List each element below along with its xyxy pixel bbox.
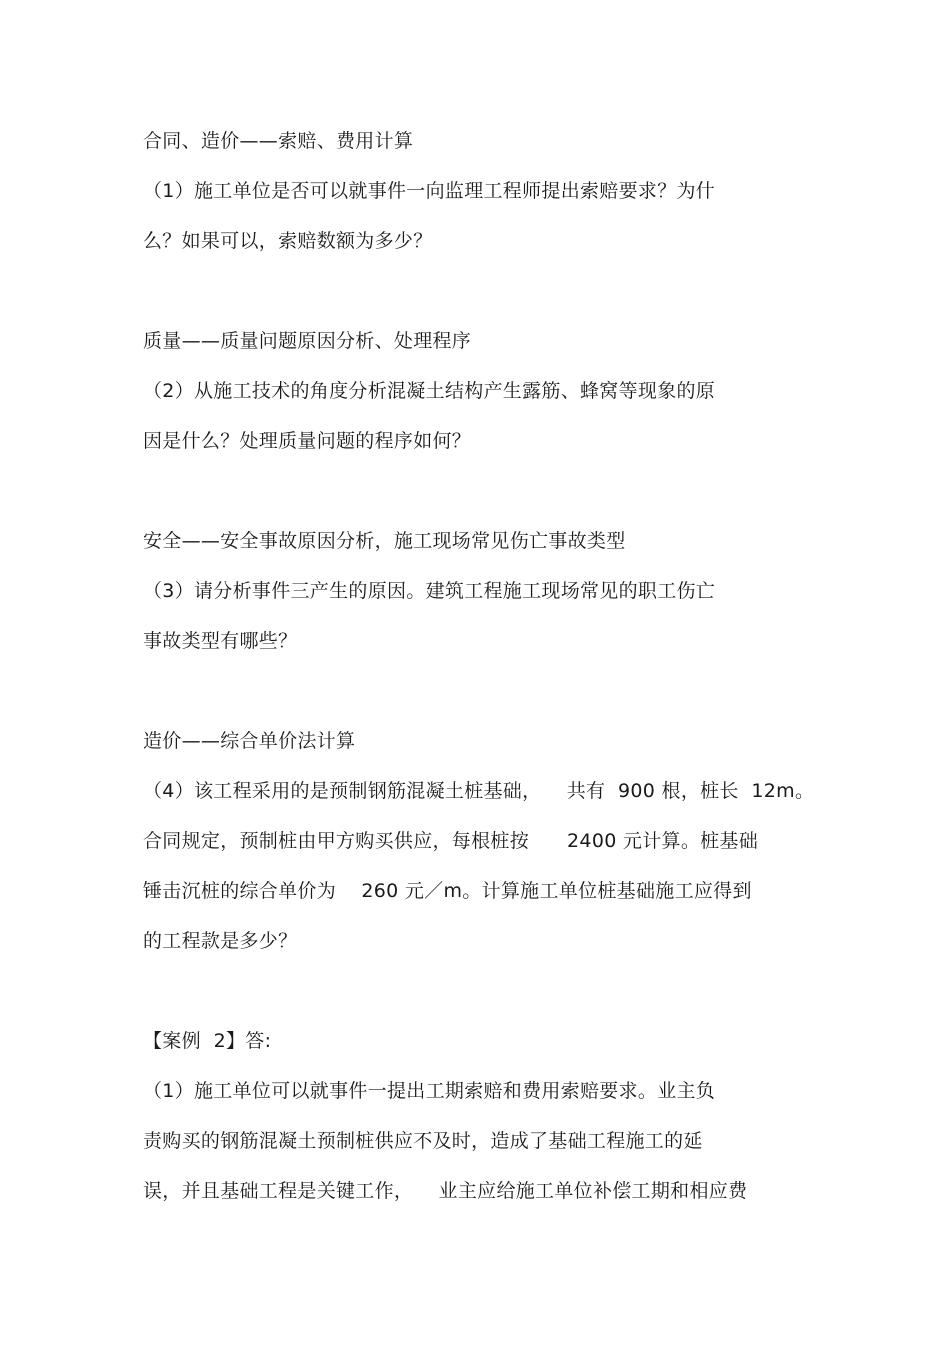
answer-line-2: 责购买的钢筋混凝土预制桩供应不及时，造成了基础工程施工的延 — [143, 1130, 703, 1152]
question-2-line-2: 因是什么？处理质量问题的程序如何？ — [143, 430, 472, 452]
section-heading-contract-cost: 合同、造价——索赔、费用计算 — [143, 130, 414, 152]
answer-heading: 【案例 2】答: — [143, 1030, 272, 1052]
answer-line-1: （1）施工单位可以就事件一提出工期索赔和费用索赔要求。业主负 — [143, 1080, 716, 1102]
question-4-line-2: 合同规定，预制桩由甲方购买供应，每根桩按 2400 元计算。桩基础 — [143, 830, 759, 852]
question-2-line-1: （2）从施工技术的角度分析混凝土结构产生露筋、蜂窝等现象的原 — [143, 380, 716, 402]
question-1-line-2: 么？如果可以，索赔数额为多少？ — [143, 230, 433, 252]
answer-line-3: 误，并且基础工程是关键工作， 业主应给施工单位补偿工期和相应费 — [143, 1180, 748, 1202]
question-3-line-2: 事故类型有哪些？ — [143, 630, 298, 652]
question-4-line-3: 锤击沉桩的综合单价为 260 元／m。计算施工单位桩基础施工应得到 — [143, 880, 752, 902]
section-heading-unit-price: 造价——综合单价法计算 — [143, 730, 356, 752]
question-1-line-1: （1）施工单位是否可以就事件一向监理工程师提出索赔要求？为什 — [143, 180, 716, 202]
section-heading-quality: 质量——质量问题原因分析、处理程序 — [143, 330, 472, 352]
section-heading-safety: 安全——安全事故原因分析，施工现场常见伤亡事故类型 — [143, 530, 626, 552]
question-3-line-1: （3）请分析事件三产生的原因。建筑工程施工现场常见的职工伤亡 — [143, 580, 716, 602]
question-4-line-1: （4）该工程采用的是预制钢筋混凝土桩基础， 共有 900 根，桩长 12m。 — [143, 780, 815, 802]
question-4-line-4: 的工程款是多少？ — [143, 930, 298, 952]
